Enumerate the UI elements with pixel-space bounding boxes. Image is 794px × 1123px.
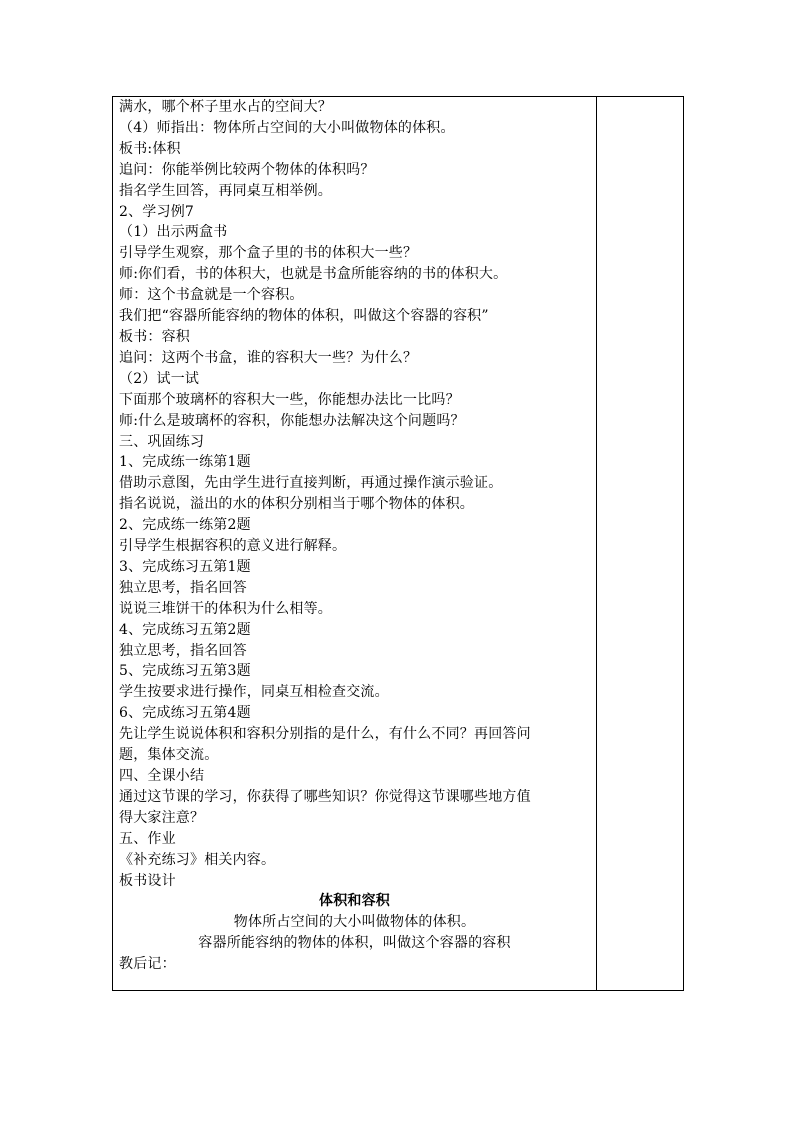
text-line: 师:什么是玻璃杯的容积，你能想办法解决这个问题吗？ [119, 412, 465, 429]
text-line: （1）出示两盒书 [119, 224, 228, 241]
text-line: 引导学生观察，那个盒子里的书的体积大一些？ [119, 245, 418, 262]
text-line: 先让学生说说体积和容积分别指的是什么，有什么不同？再回答问 [119, 726, 531, 743]
text-line: 通过这节课的学习，你获得了哪些知识？你觉得这节课哪些地方值 [119, 788, 531, 805]
text-line: 物体所占空间的大小叫做物体的体积。 [233, 914, 476, 931]
text-line: 《补充练习》相关内容。 [119, 851, 276, 868]
text-line: 说说三堆饼干的体积为什么相等。 [119, 600, 332, 617]
text-line: 2、完成练一练第2题 [119, 517, 251, 534]
text-line: 1、完成练一练第1题 [119, 454, 251, 471]
text-line: 我们把“容器所能容纳的物体的体积，叫做这个容器的容积” [119, 308, 489, 325]
text-line: 追问：你能举例比较两个物体的体积吗？ [119, 161, 375, 178]
text-line: 得大家注意？ [119, 809, 205, 826]
text-line: 追问：这两个书盒，谁的容积大一些？为什么？ [119, 349, 418, 366]
text-line: 满水，哪个杯子里水占的空间大？ [119, 99, 332, 115]
text-line: 下面那个玻璃杯的容积大一些，你能想办法比一比吗？ [119, 391, 460, 408]
text-line: 板书：容积 [119, 328, 190, 345]
text-line: 教后记： [119, 956, 176, 973]
text-line: 五、作业 [119, 830, 176, 847]
text-line: 4、完成练习五第2题 [119, 621, 251, 638]
text-line: 2、学习例7 [119, 203, 195, 220]
text-line: （2）试一试 [119, 370, 200, 387]
text-line: 5、完成练习五第3题 [119, 663, 251, 680]
text-line: 容器所能容纳的物体的体积，叫做这个容器的容积 [198, 935, 511, 952]
text-line: 三、巩固练习 [119, 433, 205, 450]
text-line: 3、完成练习五第1题 [119, 558, 251, 575]
text-line: 师：这个书盒就是一个容积。 [119, 287, 304, 304]
text-line: 板书设计 [119, 872, 176, 889]
text-line: 6、完成练习五第4题 [119, 705, 251, 722]
notes-cell [597, 97, 683, 990]
text-line: 四、全课小结 [119, 768, 205, 784]
lesson-plan-table [112, 96, 684, 991]
text-line: 板书:体积 [119, 140, 181, 157]
text-line: 指名说说，溢出的水的体积分别相当于哪个物体的体积。 [119, 496, 474, 513]
text-line: 指名学生回答，再同桌互相举例。 [119, 182, 332, 199]
text-line: 题，集体交流。 [119, 747, 219, 764]
text-line: 独立思考，指名回答 [119, 579, 247, 596]
text-line: 独立思考，指名回答 [119, 642, 247, 659]
lesson-content-cell [113, 97, 597, 990]
text-line: （4）师指出：物体所占空间的大小叫做物体的体积。 [119, 119, 455, 136]
text-line: 引导学生根据容积的意义进行解释。 [119, 538, 347, 555]
text-line: 借助示意图，先由学生进行直接判断，再通过操作演示验证。 [119, 475, 503, 492]
text-line: 体积和容积 [319, 893, 390, 910]
text-line: 学生按要求进行操作，同桌互相检查交流。 [119, 684, 389, 701]
text-line: 师:你们看，书的体积大，也就是书盒所能容纳的书的体积大。 [119, 266, 508, 283]
